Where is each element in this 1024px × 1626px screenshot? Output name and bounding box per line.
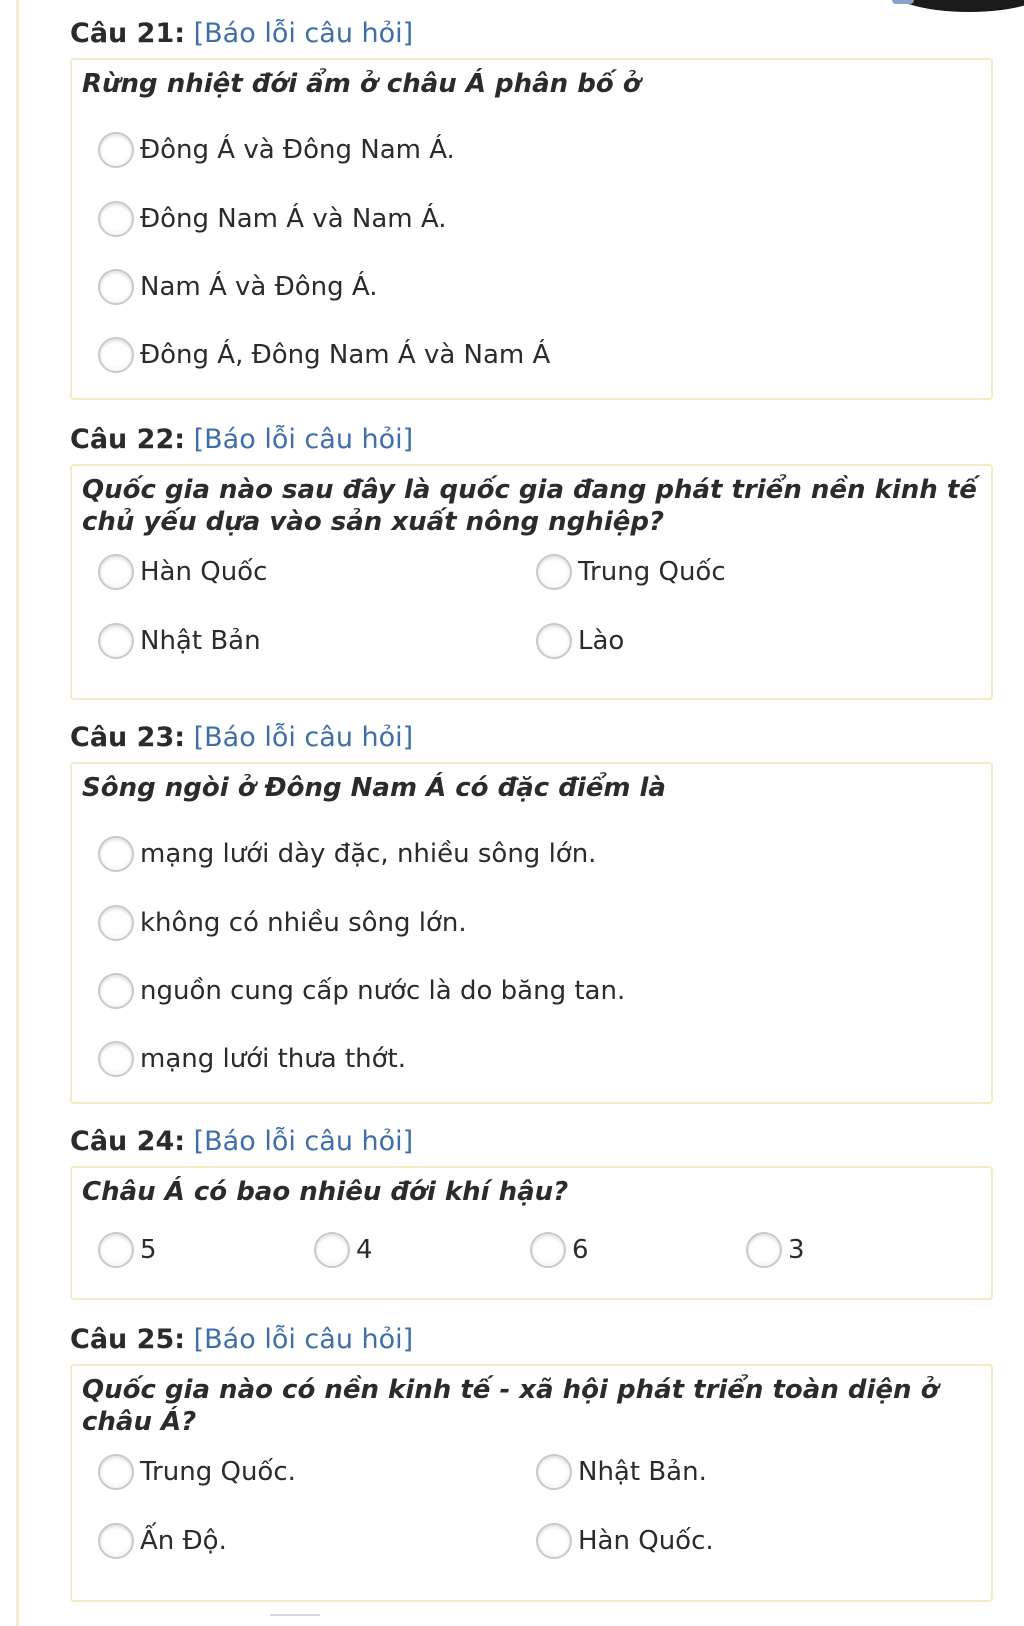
report-error-link[interactable]: [Báo lỗi câu hỏi] bbox=[193, 722, 414, 753]
question-header bbox=[70, 14, 993, 54]
question-number: Câu 22: bbox=[70, 424, 186, 455]
report-error-link[interactable]: [Báo lỗi câu hỏi] bbox=[193, 1126, 414, 1157]
radio-button[interactable] bbox=[536, 1454, 572, 1490]
option-d[interactable] bbox=[746, 1230, 805, 1270]
option-label: Ấn Độ. bbox=[140, 1526, 227, 1556]
radio-button[interactable] bbox=[98, 337, 134, 373]
option-label: không có nhiều sông lớn. bbox=[140, 908, 467, 938]
option-label: Đông Á và Đông Nam Á. bbox=[140, 135, 455, 165]
question-header bbox=[70, 718, 993, 758]
radio-button[interactable] bbox=[98, 905, 134, 941]
question-text: Rừng nhiệt đới ẩm ở châu Á phân bố ở bbox=[82, 69, 641, 99]
radio-button[interactable] bbox=[98, 1454, 134, 1490]
radio-button[interactable] bbox=[98, 269, 134, 305]
option-label: 5 bbox=[140, 1235, 157, 1265]
radio-button[interactable] bbox=[98, 554, 134, 590]
option-a[interactable] bbox=[98, 1230, 157, 1270]
radio-button[interactable] bbox=[98, 836, 134, 872]
question-25 bbox=[70, 1320, 993, 1602]
radio-button[interactable] bbox=[98, 1041, 134, 1077]
option-label: mạng lưới dày đặc, nhiều sông lớn. bbox=[140, 839, 597, 869]
option-d[interactable] bbox=[536, 621, 624, 661]
question-text: Quốc gia nào sau đây là quốc gia đang phát triển nền kinh tế chủ yếu dựa vào sản xuất nông nghiệp? bbox=[82, 475, 977, 537]
option-c[interactable] bbox=[98, 621, 261, 661]
option-a[interactable] bbox=[98, 834, 596, 874]
option-c[interactable] bbox=[98, 267, 378, 307]
radio-button[interactable] bbox=[536, 623, 572, 659]
option-c[interactable] bbox=[98, 971, 625, 1011]
question-box bbox=[70, 762, 993, 1104]
option-label: 4 bbox=[356, 1235, 373, 1265]
question-number: Câu 23: bbox=[70, 722, 186, 753]
option-b[interactable] bbox=[536, 552, 726, 592]
left-margin-rule bbox=[16, 0, 19, 1626]
question-24 bbox=[70, 1122, 993, 1300]
option-label: Nhật Bản bbox=[140, 626, 261, 656]
question-number: Câu 25: bbox=[70, 1324, 186, 1355]
question-box bbox=[70, 58, 993, 400]
radio-button[interactable] bbox=[98, 132, 134, 168]
option-a[interactable] bbox=[98, 130, 455, 170]
question-text: Quốc gia nào có nền kinh tế - xã hội phát triển toàn diện ở châu Á? bbox=[82, 1375, 939, 1437]
question-header bbox=[70, 1122, 993, 1162]
option-d[interactable] bbox=[536, 1521, 714, 1561]
radio-button[interactable] bbox=[536, 554, 572, 590]
question-21 bbox=[70, 14, 993, 400]
option-d[interactable] bbox=[98, 1039, 406, 1079]
question-header bbox=[70, 420, 993, 460]
radio-button[interactable] bbox=[536, 1523, 572, 1559]
radio-button[interactable] bbox=[98, 201, 134, 237]
option-label: 6 bbox=[572, 1235, 589, 1265]
question-box bbox=[70, 1166, 993, 1300]
radio-button[interactable] bbox=[530, 1232, 566, 1268]
option-label: 3 bbox=[788, 1235, 805, 1265]
question-number: Câu 24: bbox=[70, 1126, 186, 1157]
question-text: Châu Á có bao nhiêu đới khí hậu? bbox=[82, 1177, 569, 1207]
question-23 bbox=[70, 718, 993, 1104]
radio-button[interactable] bbox=[98, 1232, 134, 1268]
report-error-link[interactable]: [Báo lỗi câu hỏi] bbox=[193, 18, 414, 49]
question-22 bbox=[70, 420, 993, 700]
option-label: Đông Nam Á và Nam Á. bbox=[140, 204, 447, 234]
report-error-link[interactable]: [Báo lỗi câu hỏi] bbox=[193, 424, 414, 455]
option-label: Hàn Quốc. bbox=[578, 1526, 714, 1556]
option-c[interactable] bbox=[530, 1230, 589, 1270]
option-label: Đông Á, Đông Nam Á và Nam Á bbox=[140, 340, 551, 370]
option-c[interactable] bbox=[98, 1521, 227, 1561]
question-number: Câu 21: bbox=[70, 18, 186, 49]
report-error-link[interactable]: [Báo lỗi câu hỏi] bbox=[193, 1324, 414, 1355]
option-d[interactable] bbox=[98, 335, 550, 375]
option-a[interactable] bbox=[98, 552, 267, 592]
option-label: Nhật Bản. bbox=[578, 1457, 707, 1487]
radio-button[interactable] bbox=[98, 623, 134, 659]
option-b[interactable] bbox=[536, 1452, 707, 1492]
next-question-fragment bbox=[270, 1614, 320, 1618]
radio-button[interactable] bbox=[746, 1232, 782, 1268]
option-b[interactable] bbox=[98, 903, 467, 943]
option-label: Nam Á và Đông Á. bbox=[140, 272, 378, 302]
option-label: mạng lưới thưa thớt. bbox=[140, 1044, 406, 1074]
option-label: Trung Quốc bbox=[578, 557, 726, 587]
option-label: nguồn cung cấp nước là do băng tan. bbox=[140, 976, 626, 1006]
option-b[interactable] bbox=[98, 199, 446, 239]
option-b[interactable] bbox=[314, 1230, 373, 1270]
corner-obstruction-accent bbox=[892, 0, 914, 4]
question-text: Sông ngòi ở Đông Nam Á có đặc điểm là bbox=[82, 773, 666, 803]
question-header bbox=[70, 1320, 993, 1360]
option-a[interactable] bbox=[98, 1452, 296, 1492]
question-box bbox=[70, 464, 993, 700]
radio-button[interactable] bbox=[314, 1232, 350, 1268]
option-label: Lào bbox=[578, 626, 625, 656]
option-label: Trung Quốc. bbox=[140, 1457, 296, 1487]
question-box bbox=[70, 1364, 993, 1602]
option-label: Hàn Quốc bbox=[140, 557, 268, 587]
radio-button[interactable] bbox=[98, 973, 134, 1009]
radio-button[interactable] bbox=[98, 1523, 134, 1559]
